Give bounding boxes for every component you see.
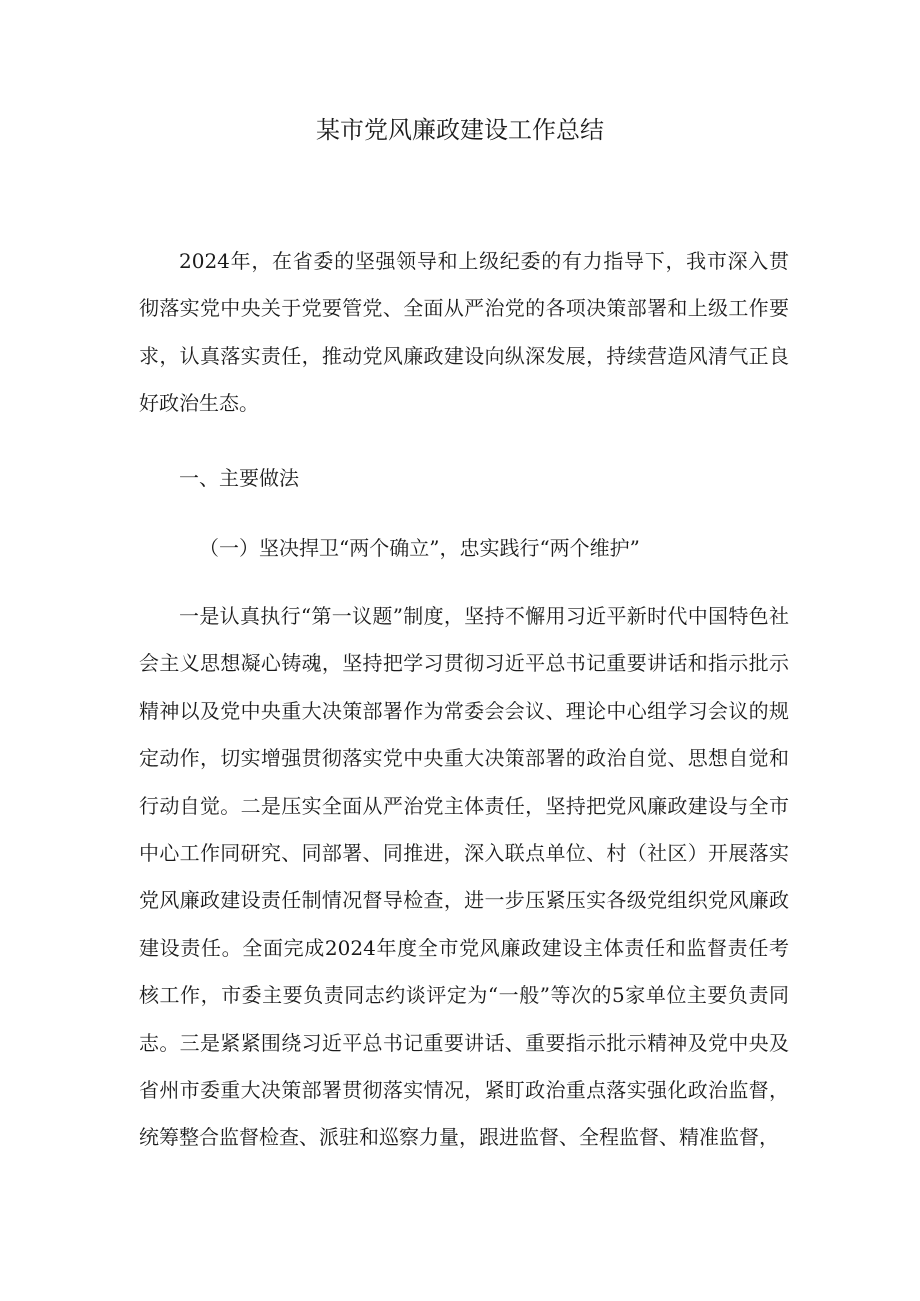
intro-paragraph: 2024年，在省委的坚强领导和上级纪委的有力指导下，我市深入贯彻落实党中央关于党要管党、全面从严治党的各项决策部署和上级工作要求，认真落实责任，推动党风廉政建设向纵深发展，持续营造风清气正良好政治生态。 [139,249,789,416]
section-heading-main-practices: 一、主要做法 [179,466,299,490]
document-title: 某市党风廉政建设工作总结 [316,116,604,144]
subsection-heading-two-establishments: （一）坚决捍卫“两个确立”，忠实践行“两个维护” [199,536,640,560]
subsection-body-paragraph: 一是认真执行“第一议题”制度，坚持不懈用习近平新时代中国特色社会主义思想凝心铸魂，坚持把学习贯彻习近平总书记重要讲话和指示批示精神以及党中央重大决策部署作为常委会会议、理论中心组学习会议的规定动作，切实增强贯彻落实党中央重大决策部署的政治自觉、思想自觉和行动自觉。二是压实全面从严治党主体责任，坚持把党风廉政建设与全市中心工作同研究、同部署、同推进，深入联点单位、村（社区）开展落实党风廉政建设责任制情况督导检查，进一步压紧压实各级党组织党风廉政建设责任。全面完成2024年度全市党风廉政建设主体责任和监督责任考核工作，市委主要负责同志约谈评定为“一般”等次的5家单位主要负责同志。三是紧紧围绕习近平总书记重要讲话、重要指示批示精神及党中央及省州市委重大决策部署贯彻落实情况，紧盯政治重点落实强化政治监督，统筹整合监督检查、派驻和巡察力量，跟进监督、全程监督、精准监督， [139,604,789,1150]
